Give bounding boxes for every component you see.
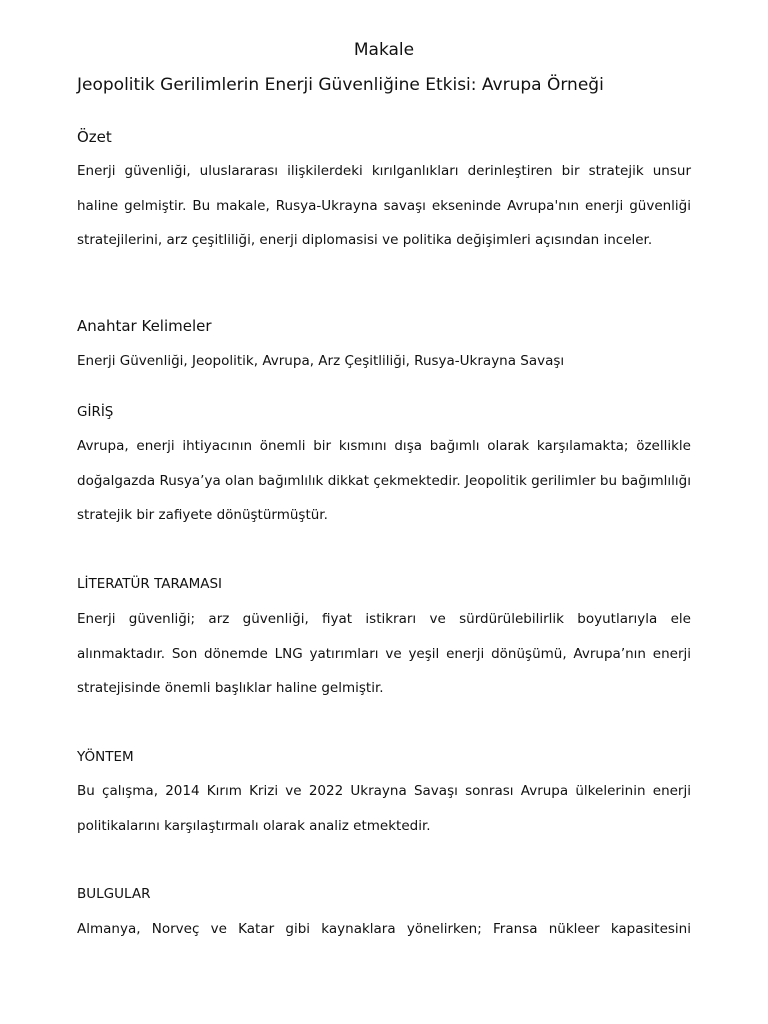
findings-heading: BULGULAR bbox=[77, 886, 151, 902]
document-type-label: Makale bbox=[353, 40, 415, 60]
literature-heading: LİTERATÜR TARAMASI bbox=[77, 576, 223, 592]
method-paragraph: Bu çalışma, 2014 Kırım Krizi ve 2022 Ukrayna Savaşı sonrası Avrupa ülkelerinin enerji politikalarını karşılaştırmalı olarak analiz etmektedir. bbox=[77, 783, 691, 834]
keywords-list: Enerji Güvenliği, Jeopolitik, Avrupa, Arz Çeşitliliği, Rusya-Ukrayna Savaşı bbox=[77, 353, 565, 369]
intro-heading: GİRİŞ bbox=[77, 404, 114, 420]
document-title: Jeopolitik Gerilimlerin Enerji Güvenliğine Etkisi: Avrupa Örneği bbox=[77, 75, 604, 95]
literature-paragraph: Enerji güvenliği; arz güvenliği, fiyat istikrarı ve sürdürülebilirlik boyutlarıyla ele alınmaktadır. Son dönemde LNG yatırımları ve yeşil enerji dönüşümü, Avrupa’nın enerji stratejisinde önemli başlıklar haline gelmiştir. bbox=[77, 611, 691, 696]
method-heading: YÖNTEM bbox=[77, 749, 134, 765]
intro-paragraph: Avrupa, enerji ihtiyacının önemli bir kısmını dışa bağımlı olarak karşılamakta; özellikle doğalgazda Rusya’ya olan bağımlılık dikkat çekmektedir. Jeopolitik gerilimler bu bağımlılığı stratejik bir zafiyete dönüştürmüştür. bbox=[77, 438, 691, 523]
findings-paragraph: Almanya, Norveç ve Katar gibi kaynaklara yönelirken; Fransa nükleer kapasitesini bbox=[77, 921, 691, 937]
keywords-heading: Anahtar Kelimeler bbox=[77, 317, 212, 335]
abstract-heading: Özet bbox=[77, 128, 112, 146]
abstract-paragraph: Enerji güvenliği, uluslararası ilişkilerdeki kırılganlıkları derinleştiren bir stratejik unsur haline gelmiştir. Bu makale, Rusya-Ukrayna savaşı ekseninde Avrupa'nın enerji güvenliği stratejilerini, arz çeşitliliği, enerji diplomasisi ve politika değişimleri açısından inceler. bbox=[77, 163, 691, 248]
